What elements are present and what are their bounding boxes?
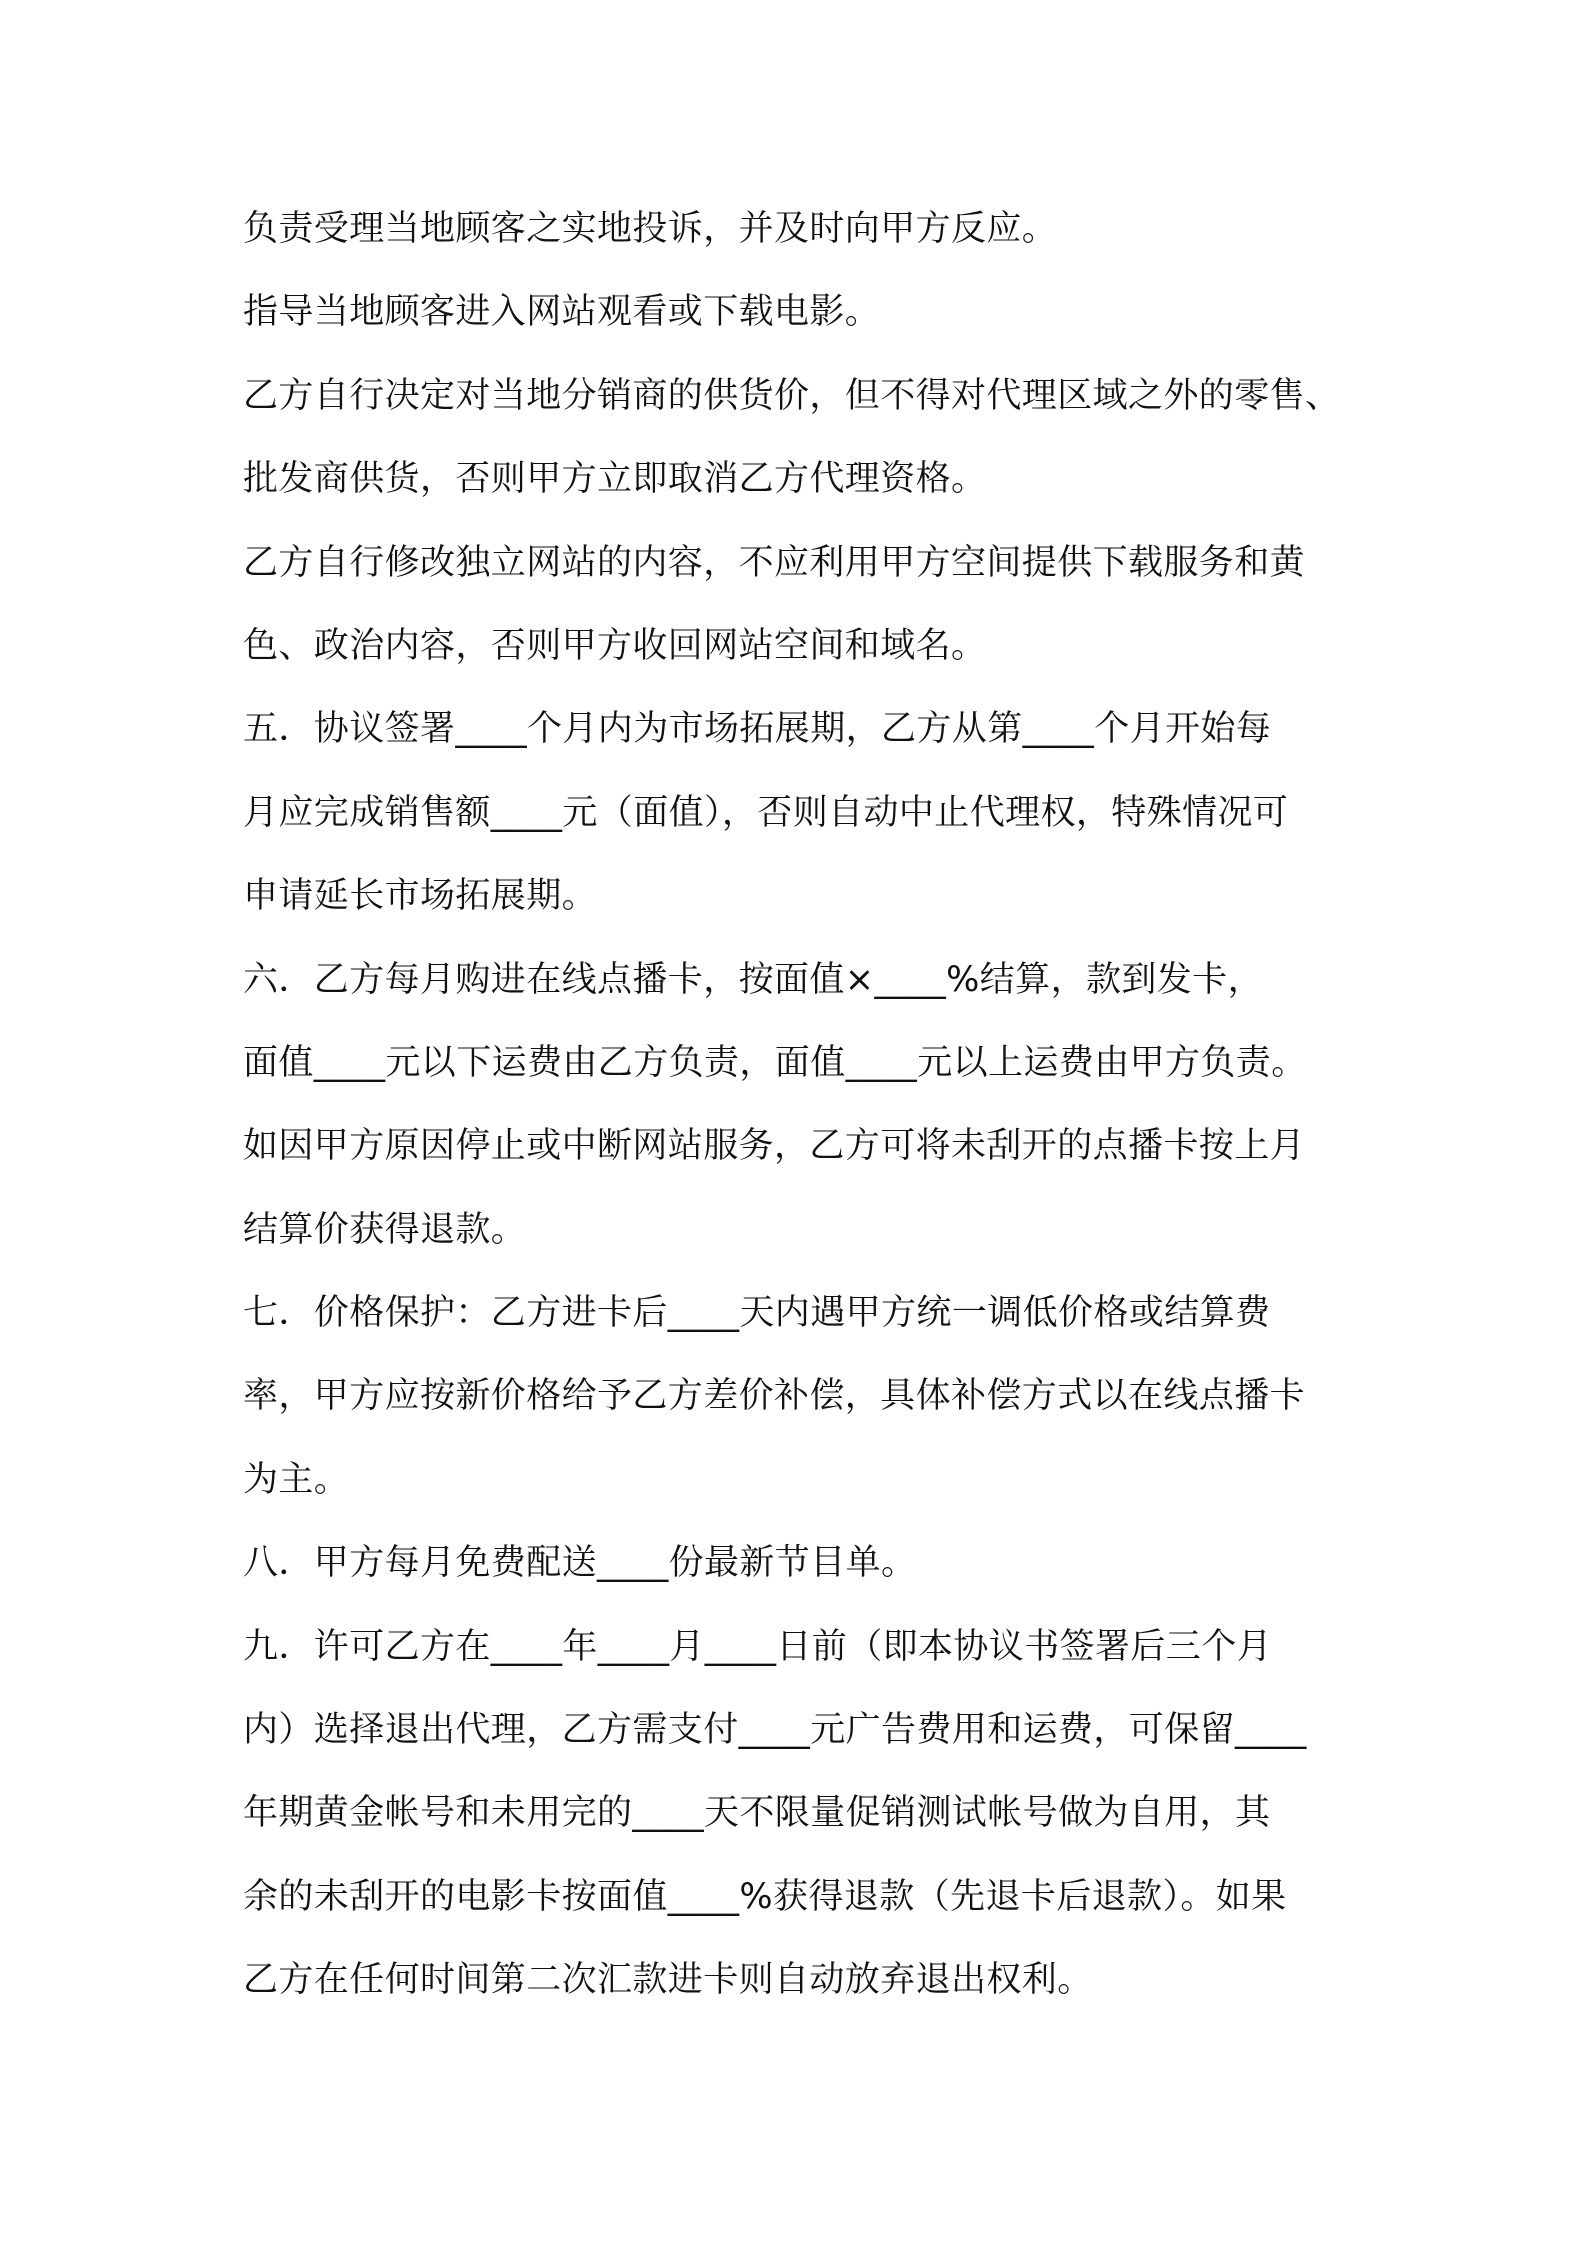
text-line: 月应完成销售额____元（面值），否则自动中止代理权，特殊情况可 [243, 792, 1289, 833]
text-line: 九．许可乙方在____年____月____日前（即本协议书签署后三个月 [243, 1626, 1273, 1667]
text-line: 年期黄金帐号和未用完的____天不限量促销测试帐号做为自用，其 [243, 1793, 1271, 1834]
text-line: 率，甲方应按新价格给予乙方差价补偿，具体补偿方式以在线点播卡 [243, 1376, 1306, 1417]
text-line: 乙方自行修改独立网站的内容，不应利用甲方空间提供下载服务和黄 [243, 542, 1306, 583]
text-line: 乙方在任何时间第二次汇款进卡则自动放弃退出权利。 [243, 1960, 1093, 2001]
text-line: 面值____元以下运费由乙方负责，面值____元以上运费由甲方负责。 [243, 1042, 1307, 1083]
text-line: 为主。 [243, 1459, 350, 1500]
text-line: 乙方自行决定对当地分销商的供货价，但不得对代理区域之外的零售、 [243, 375, 1341, 416]
text-line: 申请延长市场拓展期。 [243, 876, 598, 917]
text-line: 指导当地顾客进入网站观看或下载电影。 [243, 292, 881, 333]
text-line: 结算价获得退款。 [243, 1209, 527, 1250]
text-line: 七．价格保护：乙方进卡后____天内遇甲方统一调低价格或结算费 [243, 1293, 1271, 1334]
document-body [243, 198, 1393, 2033]
text-line: 八．甲方每月免费配送____份最新节目单。 [243, 1543, 917, 1584]
text-line: 负责受理当地顾客之实地投诉，并及时向甲方反应。 [243, 209, 1058, 249]
text-line: 如因甲方原因停止或中断网站服务，乙方可将未刮开的点播卡按上月 [243, 1126, 1306, 1167]
text-line: 色、政治内容，否则甲方收回网站空间和域名。 [243, 625, 987, 666]
text-line: 六．乙方每月购进在线点播卡，按面值×____%结算，款到发卡， [243, 959, 1263, 1000]
text-line: 内）选择退出代理，乙方需支付____元广告费用和运费，可保留____ [243, 1710, 1307, 1751]
text-line: 余的未刮开的电影卡按面值____%获得退款（先退卡后退款）。如果 [243, 1876, 1287, 1917]
text-line: 五．协议签署____个月内为市场拓展期，乙方从第____个月开始每 [243, 709, 1272, 750]
text-line: 批发商供货，否则甲方立即取消乙方代理资格。 [243, 459, 987, 500]
